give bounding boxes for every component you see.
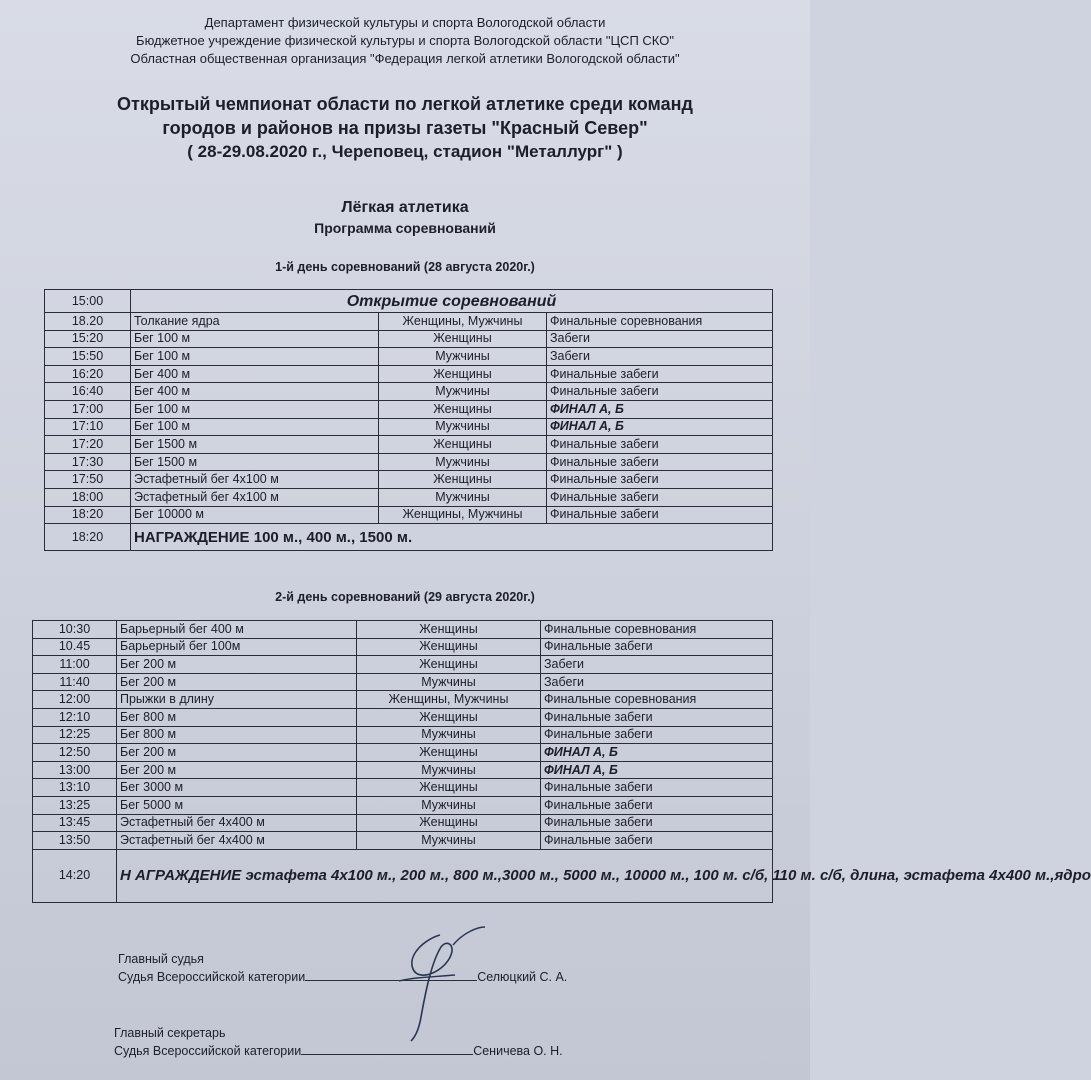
chief-judge-category: Судья Всероссийской категории (118, 970, 306, 984)
event-cell: Бег 100 м (131, 400, 379, 418)
day1-heading: 1-й день соревнований (28 августа 2020г.) (275, 260, 535, 274)
table-row (33, 779, 773, 797)
time-cell: 10:30 (33, 621, 117, 639)
time-cell: 18:20 (45, 506, 131, 524)
event-cell: Толкание ядра (131, 313, 379, 331)
gender-cell: Женщины (379, 436, 547, 454)
event-cell: Бег 400 м (131, 383, 379, 401)
event-cell: Бег 100 м (131, 330, 379, 348)
handwritten-signature (385, 925, 495, 1045)
stage-cell: Финальные забеги (541, 779, 773, 797)
stage-cell: Забеги (541, 656, 773, 674)
gender-cell: Женщины (357, 708, 541, 726)
time-cell: 16:40 (45, 383, 131, 401)
gender-cell: Женщины (357, 814, 541, 832)
gender-cell: Женщины, Мужчины (379, 506, 547, 524)
table-row (45, 348, 773, 366)
gender-cell: Женщины, Мужчины (379, 313, 547, 331)
program-heading (0, 198, 810, 238)
time-cell: 17:50 (45, 471, 131, 489)
gender-cell: Мужчины (357, 761, 541, 779)
award-events: эстафета 4х100 м., 200 м., 800 м.,3000 м., 5000 м., 10000 м., 100 м. с/б, 110 м. с/б, длина, эстафета 4х400 м.,ядро (241, 867, 1091, 885)
time-cell: 17:30 (45, 453, 131, 471)
time-cell: 11:40 (33, 673, 117, 691)
award-prefix: Н АГРАЖДЕНИЕ (120, 867, 242, 885)
time-cell: 13:10 (33, 779, 117, 797)
stage-cell: Финальные забеги (547, 471, 773, 489)
gender-cell: Женщины (379, 330, 547, 348)
event-cell: Эстафетный бег 4х100 м (131, 471, 379, 489)
sport-title: Лёгкая атлетика (341, 199, 469, 216)
event-cell: Бег 1500 м (131, 436, 379, 454)
time-cell: 10.45 (33, 638, 117, 656)
program-title: Программа соревнований (314, 220, 496, 236)
stage-cell: Финальные соревнования (547, 313, 773, 331)
time-cell: 17:00 (45, 400, 131, 418)
event-cell: Эстафетный бег 4х400 м (117, 832, 357, 850)
day2-schedule-table (32, 620, 1091, 903)
gender-cell: Женщины (379, 365, 547, 383)
stage-cell: Финальные соревнования (541, 621, 773, 639)
stage-cell: Финальные забеги (547, 365, 773, 383)
time-cell: 13:25 (33, 796, 117, 814)
table-row (33, 691, 773, 709)
table-row (45, 436, 773, 454)
event-cell: Бег 200 м (117, 744, 357, 762)
event-cell: Барьерный бег 400 м (117, 621, 357, 639)
time-cell: 12:50 (33, 744, 117, 762)
event-cell: Барьерный бег 100м (117, 638, 357, 656)
stage-cell: Финальные забеги (547, 506, 773, 524)
stage-cell: ФИНАЛ А, Б (541, 761, 773, 779)
event-cell: Бег 1500 м (131, 453, 379, 471)
org-line-2: Бюджетное учреждение физической культуры и спорта Вологодской области "ЦСП СКО" (136, 33, 674, 48)
time-cell: 12:00 (33, 691, 117, 709)
stage-cell: Финальные забеги (541, 796, 773, 814)
table-row (33, 726, 773, 744)
stage-cell: Финальные забеги (541, 708, 773, 726)
chief-secretary-block (114, 1024, 563, 1060)
table-row (45, 471, 773, 489)
document-title (0, 92, 810, 164)
stage-cell: Финальные забеги (541, 832, 773, 850)
table-row (45, 506, 773, 524)
time-cell: 13:45 (33, 814, 117, 832)
title-line-1: Открытый чемпионат области по легкой атлетике среди команд (117, 94, 693, 114)
event-cell: Бег 200 м (117, 656, 357, 674)
gender-cell: Женщины (357, 656, 541, 674)
table-row (33, 796, 773, 814)
table-row (33, 621, 773, 639)
opening-row (45, 290, 773, 313)
time-cell: 15:20 (45, 330, 131, 348)
gender-cell: Женщины, Мужчины (357, 691, 541, 709)
event-cell: Бег 400 м (131, 365, 379, 383)
day1-schedule-table (44, 289, 773, 551)
table-row (33, 814, 773, 832)
gender-cell: Женщины (379, 400, 547, 418)
gender-cell: Мужчины (379, 348, 547, 366)
chief-secretary-category: Судья Всероссийской категории (114, 1044, 302, 1058)
table-row (45, 488, 773, 506)
opening-time: 15:00 (45, 290, 131, 313)
event-cell: Бег 200 м (117, 673, 357, 691)
gender-cell: Женщины (357, 621, 541, 639)
stage-cell: Финальные забеги (547, 488, 773, 506)
gender-cell: Мужчины (357, 832, 541, 850)
gender-cell: Женщины (357, 744, 541, 762)
org-line-3: Областная общественная организация "Федерация легкой атлетики Вологодской области" (130, 51, 680, 66)
event-cell: Бег 5000 м (117, 796, 357, 814)
time-cell: 15:50 (45, 348, 131, 366)
table-row (45, 418, 773, 436)
event-cell: Бег 10000 м (131, 506, 379, 524)
gender-cell: Мужчины (379, 453, 547, 471)
stage-cell: Финальные забеги (541, 814, 773, 832)
table-row (33, 673, 773, 691)
table-row (45, 330, 773, 348)
event-cell: Бег 200 м (117, 761, 357, 779)
stage-cell: ФИНАЛ А, Б (541, 744, 773, 762)
stage-cell: Финальные забеги (541, 638, 773, 656)
title-line-2: городов и районов на призы газеты "Красный Север" (162, 118, 648, 138)
stage-cell: Финальные забеги (541, 726, 773, 744)
time-cell: 17:10 (45, 418, 131, 436)
award-time: 18:20 (45, 524, 131, 551)
table-row (45, 365, 773, 383)
stage-cell: ФИНАЛ А, Б (547, 400, 773, 418)
gender-cell: Мужчины (357, 673, 541, 691)
chief-judge-block (118, 950, 567, 986)
table-row (33, 638, 773, 656)
award-row (45, 524, 773, 551)
event-cell: Бег 3000 м (117, 779, 357, 797)
stage-cell: Забеги (547, 348, 773, 366)
event-cell: Бег 100 м (131, 418, 379, 436)
event-cell: Эстафетный бег 4х400 м (117, 814, 357, 832)
stage-cell: Финальные забеги (547, 453, 773, 471)
gender-cell: Мужчины (379, 488, 547, 506)
table-row (33, 832, 773, 850)
gender-cell: Женщины (357, 779, 541, 797)
event-cell: Бег 800 м (117, 726, 357, 744)
org-line-1: Департамент физической культуры и спорта Вологодской области (204, 15, 606, 30)
award-label (117, 849, 1091, 902)
stage-cell: Забеги (541, 673, 773, 691)
chief-secretary-title: Главный секретарь (114, 1026, 226, 1040)
table-row (33, 761, 773, 779)
time-cell: 12:10 (33, 708, 117, 726)
time-cell: 18:00 (45, 488, 131, 506)
gender-cell: Женщины (379, 471, 547, 489)
award-label: НАГРАЖДЕНИЕ 100 м., 400 м., 1500 м. (131, 524, 773, 551)
opening-label: Открытие соревнований (131, 290, 773, 313)
time-cell: 18.20 (45, 313, 131, 331)
time-cell: 12:25 (33, 726, 117, 744)
title-line-3: ( 28-29.08.2020 г., Череповец, стадион "Металлург" ) (187, 142, 623, 161)
chief-judge-title: Главный судья (118, 952, 204, 966)
table-row (45, 453, 773, 471)
event-cell: Бег 100 м (131, 348, 379, 366)
table-row (33, 708, 773, 726)
gender-cell: Мужчины (357, 726, 541, 744)
stage-cell: Финальные забеги (547, 436, 773, 454)
stage-cell: Финальные забеги (547, 383, 773, 401)
event-cell: Прыжки в длину (117, 691, 357, 709)
table-row (45, 400, 773, 418)
gender-cell: Мужчины (379, 418, 547, 436)
table-row (45, 383, 773, 401)
award-row (33, 849, 773, 902)
org-header (0, 14, 810, 68)
gender-cell: Мужчины (357, 796, 541, 814)
event-cell: Эстафетный бег 4х100 м (131, 488, 379, 506)
chief-judge-name: Селюцкий С. А. (477, 970, 568, 984)
stage-cell: Забеги (547, 330, 773, 348)
table-row (45, 313, 773, 331)
time-cell: 17:20 (45, 436, 131, 454)
time-cell: 16:20 (45, 365, 131, 383)
time-cell: 13:50 (33, 832, 117, 850)
table-row (33, 656, 773, 674)
gender-cell: Мужчины (379, 383, 547, 401)
time-cell: 11:00 (33, 656, 117, 674)
stage-cell: Финальные соревнования (541, 691, 773, 709)
table-row (33, 744, 773, 762)
stage-cell: ФИНАЛ А, Б (547, 418, 773, 436)
event-cell: Бег 800 м (117, 708, 357, 726)
day2-heading: 2-й день соревнований (29 августа 2020г.) (275, 590, 535, 604)
gender-cell: Женщины (357, 638, 541, 656)
award-time: 14:20 (33, 849, 117, 902)
chief-secretary-name: Сеничева О. Н. (473, 1044, 563, 1058)
time-cell: 13:00 (33, 761, 117, 779)
